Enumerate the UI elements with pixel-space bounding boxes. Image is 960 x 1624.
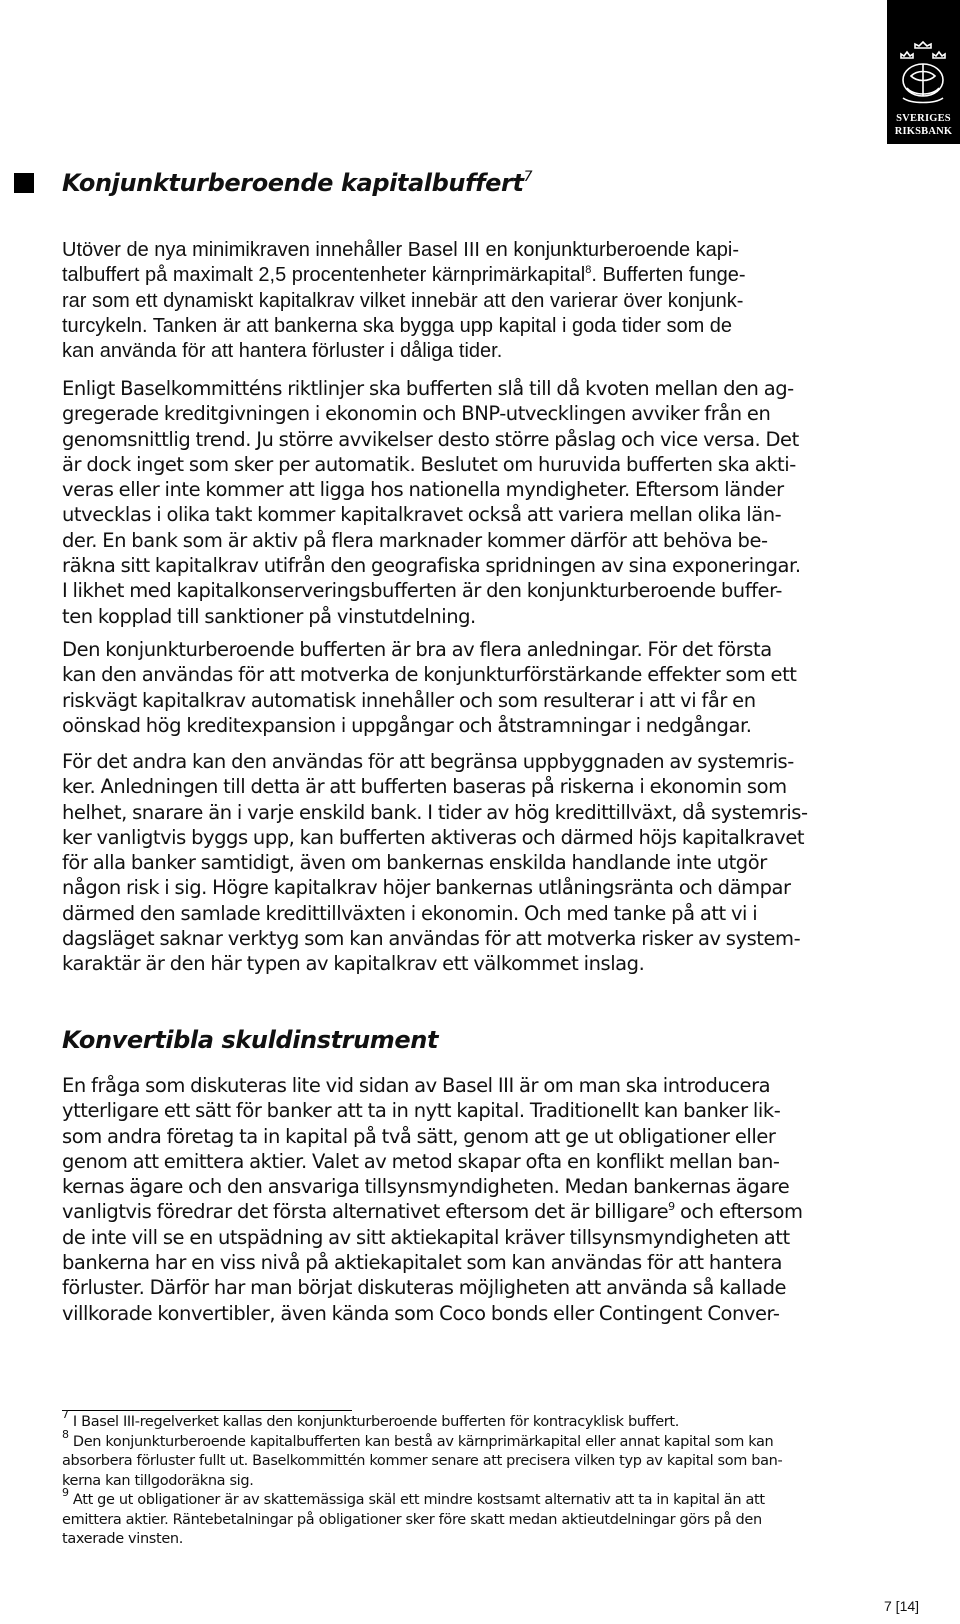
paragraph-5 xyxy=(62,1073,803,1326)
text-line: ytterligare ett sätt för banker att ta in nytt kapital. Traditionellt kan banker lik- xyxy=(62,1099,781,1123)
page-number: 7 [14] xyxy=(884,1598,920,1614)
text-line: och eftersom xyxy=(674,1200,803,1224)
paragraph-1 xyxy=(62,238,746,364)
text-line: ten kopplad till sanktioner på vinstutdelning. xyxy=(62,604,476,628)
footnote-8 xyxy=(62,1427,783,1492)
text-line: genomsnittlig trend. Ju större avvikelser desto större påslag och vice versa. Det xyxy=(62,427,799,451)
footnote-text: Att ge ut obligationer är av skattemässiga skäl ett mindre kostsamt alternativ att ta in kapital än att xyxy=(68,1492,765,1508)
text-line: . Bufferten funge- xyxy=(591,264,746,287)
text-line: bankerna har en viss nivå på aktiekapitalet som kan användas för att hantera xyxy=(62,1251,782,1275)
riksbank-crest-icon xyxy=(895,40,952,108)
text-line: förluster. Därför har man börjat diskuteras möjligheten att använda så kallade xyxy=(62,1276,787,1300)
text-line: turcykeln. Tanken är att bankerna ska bygga upp kapital i goda tider som de xyxy=(62,314,733,337)
footnote-ref-7: 7 xyxy=(523,169,533,185)
text-line: kan den användas för att motverka de konjunkturförstärkande effekter som ett xyxy=(62,663,797,687)
text-line: riskvägt kapitalkrav automatisk innehåller och som resulterar i att vi får en xyxy=(62,688,756,712)
section-heading-konjunktur xyxy=(62,162,532,198)
text-line: utvecklas i olika takt kommer kapitalkravet också att variera mellan olika län- xyxy=(62,503,782,527)
text-line: karaktär är den här typen av kapitalkrav ett välkommet inslag. xyxy=(62,952,645,976)
text-line: genom att emittera aktier. Valet av metod skapar ofta en konflikt mellan ban- xyxy=(62,1149,780,1173)
text-line: der. En bank som är aktiv på flera marknader kommer därför att behöva be- xyxy=(62,528,768,552)
paragraph-3 xyxy=(62,637,796,738)
logo-line-2: RIKSBANK xyxy=(894,126,953,137)
text-line: de inte vill se en utspädning av sitt aktiekapital kräver tillsynsmyndigheten att xyxy=(62,1225,790,1249)
section-heading-konvertibla: Konvertibla skuldinstrument xyxy=(62,1026,439,1054)
text-line: ker vanligtvis byggs upp, kan bufferten aktiveras och därmed höjs kapitalkravet xyxy=(62,825,805,849)
footnote-text: Den konjunkturberoende kapitalbufferten kan bestå av kärnprimärkapital eller annat kapital som kan xyxy=(68,1433,774,1450)
text-line: För det andra kan den användas för att begränsa uppbyggnaden av systemris- xyxy=(62,750,794,773)
text-line: veras eller inte kommer att ligga hos nationella myndigheter. Eftersom länder xyxy=(62,478,784,502)
text-line: någon risk i sig. Högre kapitalkrav höjer bankernas utlåningsränta och dämpar xyxy=(62,876,791,900)
footnote-number: 7 xyxy=(62,1408,69,1421)
text-line: rar som ett dynamiskt kapitalkrav vilket innebär att den varierar över konjunk- xyxy=(62,289,744,312)
text-line: Utöver de nya minimikraven innehåller Basel III en konjunkturberoende kapi- xyxy=(62,239,740,261)
text-line: villkorade konvertibler, även kända som Coco bonds eller Contingent Conver- xyxy=(62,1301,780,1325)
text-line: talbuffert på maximalt 2,5 procentenheter kärnprimärkapital xyxy=(62,264,586,287)
logo-line-1: SVERIGES xyxy=(896,113,951,124)
text-line: Den konjunkturberoende bufferten är bra av flera anledningar. För det första xyxy=(62,638,772,661)
text-line: räkna sitt kapitalkrav utifrån den geografiska spridningen av sina exponeringar. xyxy=(62,554,801,578)
footnote-divider xyxy=(62,1410,352,1411)
text-line: ker. Anledningen till detta är att bufferten baseras på riskerna i ekonomin som xyxy=(62,775,787,799)
text-line: I likhet med kapitalkonserveringsbufferten är den konjunkturberoende buffer- xyxy=(62,579,782,603)
text-line: dagsläget saknar verktyg som kan användas för att motverka risker av system- xyxy=(62,927,801,951)
text-line: vanligtvis föredrar det första alternativet eftersom det är billigare xyxy=(62,1200,669,1224)
text-line: därmed den samlade kredittillväxten i ekonomin. Och med tanke på att vi i xyxy=(62,901,758,925)
text-line: oönskad hög kreditexpansion i uppgångar och åtstramningar i nedgångar. xyxy=(62,713,752,737)
footnotes xyxy=(62,1408,783,1550)
footnote-7 xyxy=(62,1408,782,1433)
footnote-text: emittera aktier. Räntebetalningar på obligationer sker före skatt medan aktieutdelningar görs på den xyxy=(62,1511,762,1528)
text-line: är dock inget som sker per automatik. Beslutet om huruvida bufferten ska akti- xyxy=(62,452,796,476)
text-line: kan använda för att hantera förluster i dåliga tider. xyxy=(62,340,503,363)
footnote-number: 9 xyxy=(62,1486,69,1499)
text-line: som andra företag ta in kapital på två sätt, genom att ge ut obligationer eller xyxy=(62,1124,776,1148)
text-line: Enligt Baselkommitténs riktlinjer ska bufferten slå till då kvoten mellan den ag- xyxy=(62,377,794,400)
text-line: En fråga som diskuteras lite vid sidan av Basel III är om man ska introducera xyxy=(62,1074,771,1097)
footnote-text: absorbera förluster fullt ut. Baselkommittén kommer senare att precisera vilken typ av kapital som ban- xyxy=(62,1453,783,1469)
footnote-ref-8: 8 xyxy=(585,264,592,277)
footnote-text: I Basel III-regelverket kallas den konjunkturberoende bufferten för kontracyklisk buffert. xyxy=(68,1414,679,1430)
footnote-text: kerna kan tillgodoräkna sig. xyxy=(62,1472,254,1489)
footnote-text: taxerade vinsten. xyxy=(62,1531,184,1547)
paragraph-2 xyxy=(62,376,801,629)
text-line: helhet, snarare än i varje enskild bank. I tider av hög kredittillväxt, då systemris- xyxy=(62,800,808,824)
text-line: gregerade kreditgivningen i ekonomin och BNP-utvecklingen avviker från en xyxy=(62,402,771,426)
text-line: kernas ägare och den ansvariga tillsynsmyndigheten. Medan bankernas ägare xyxy=(62,1175,790,1199)
text-line: för alla banker samtidigt, även om bankernas enskilda handlande inte utgör xyxy=(62,851,767,875)
section-bullet xyxy=(14,173,34,193)
footnote-9 xyxy=(62,1486,782,1550)
footnote-ref-9: 9 xyxy=(668,1200,675,1214)
paragraph-4 xyxy=(62,749,808,977)
heading-text: Konjunkturberoende kapitalbuffert xyxy=(62,169,524,197)
footnote-number: 8 xyxy=(62,1427,69,1441)
riksbank-logo xyxy=(887,0,960,144)
